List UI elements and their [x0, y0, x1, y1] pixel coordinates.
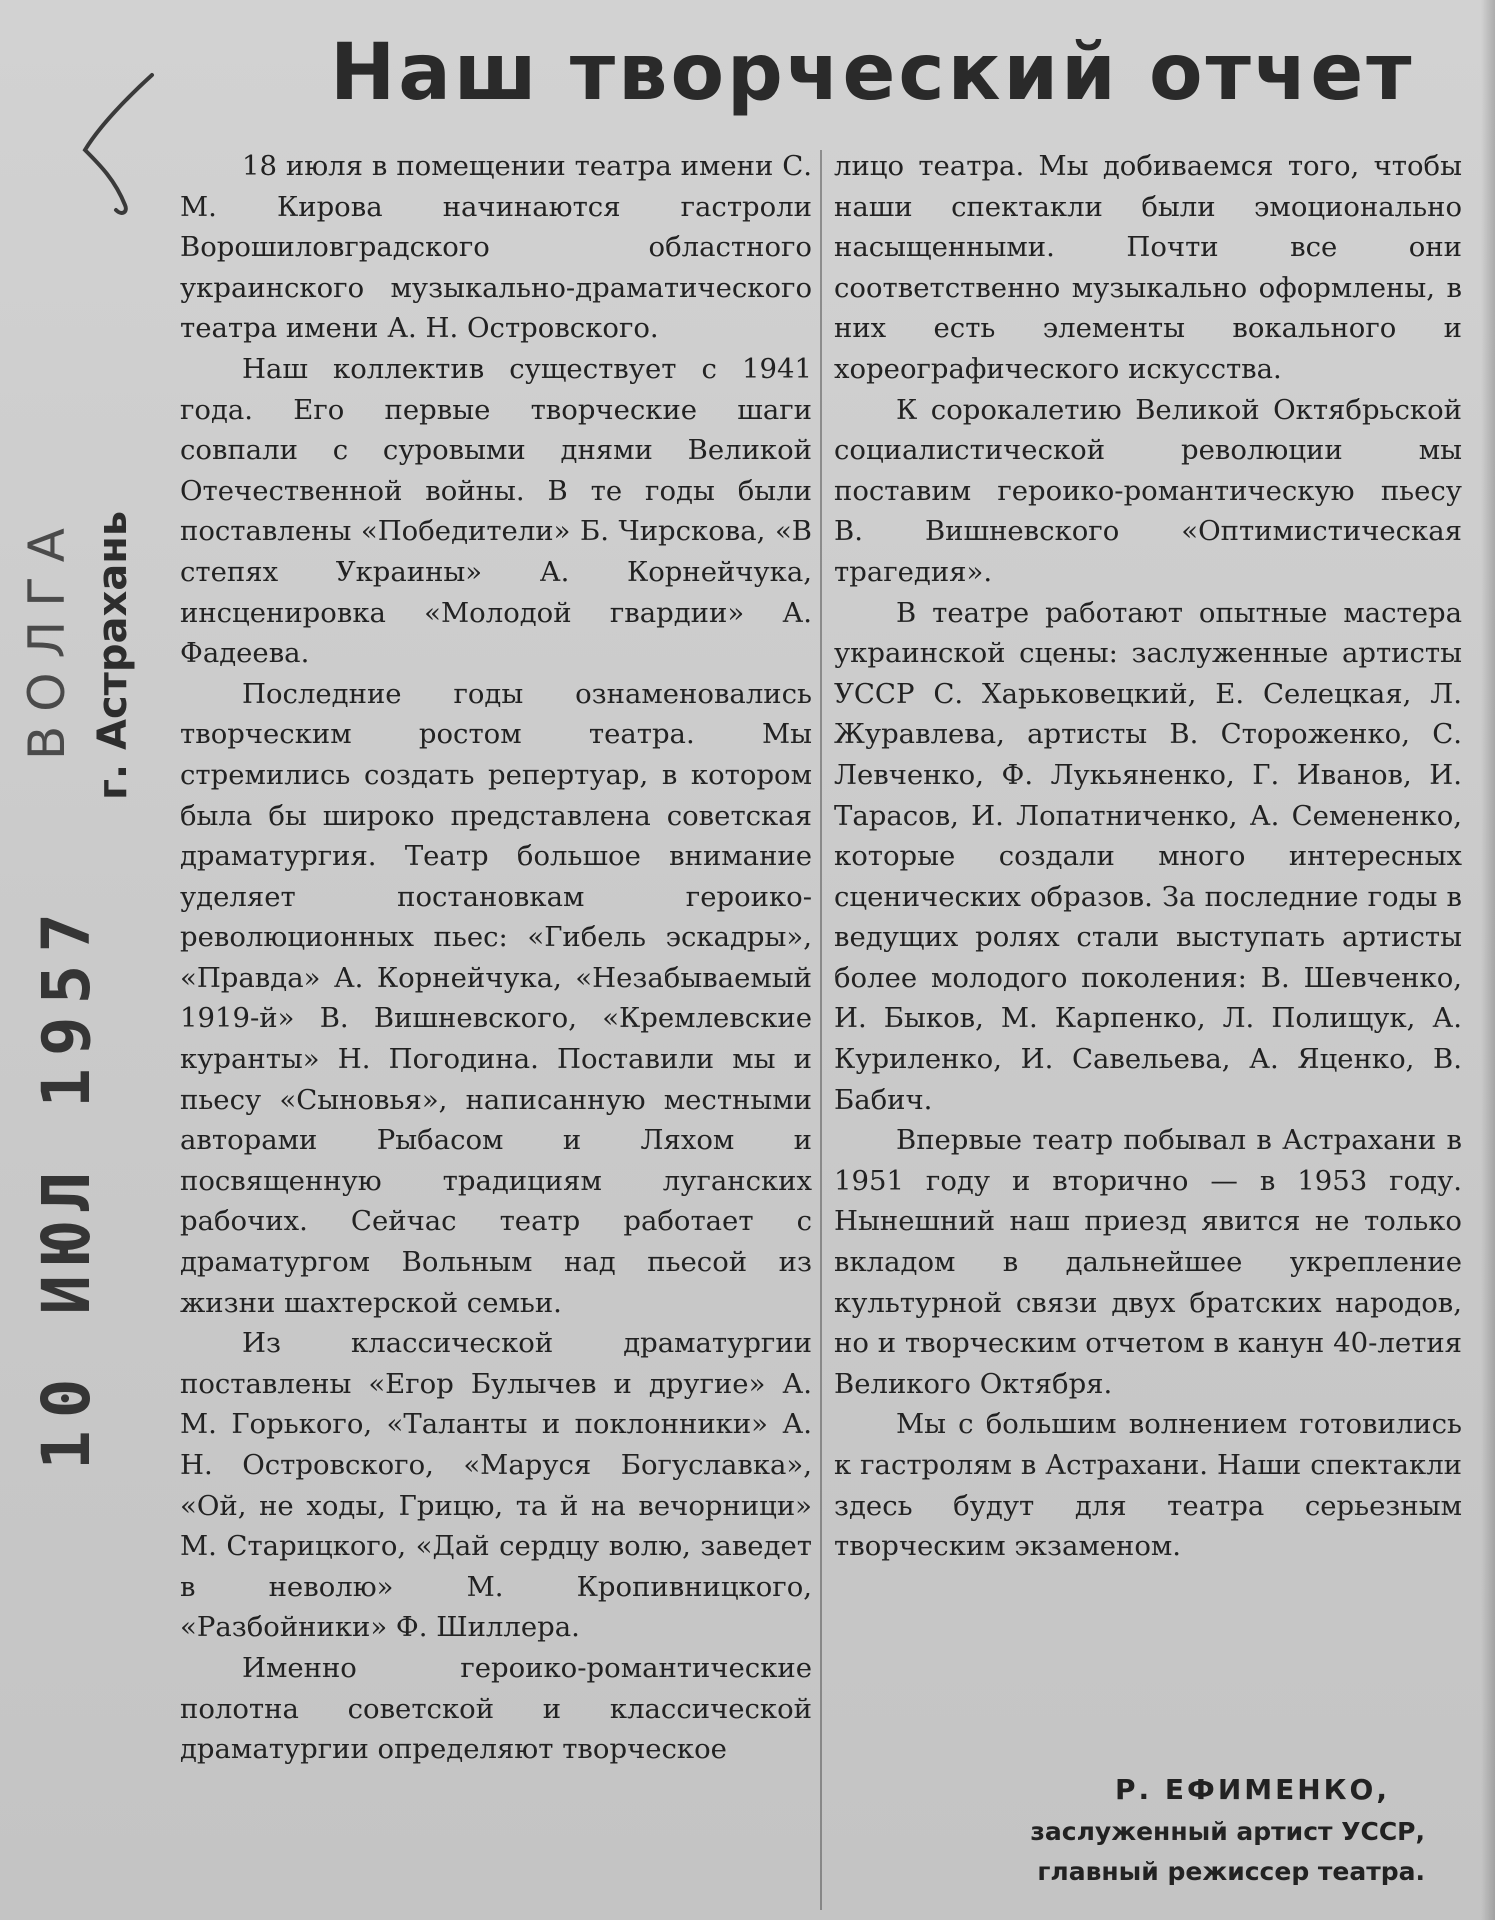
article-paragraph: Мы с большим волнением готовились к гастролям в Астрахани. Наши спектакли здесь будут для театра серьезным творческим экзаменом. — [834, 1408, 1462, 1563]
article-paragraph: Впервые театр побывал в Астрахани в 1951 году и вторично — в 1953 году. Нынешний наш приезд явится не только вкладом в дальнейшее укрепление культурной связи двух братских народов, но и творческим отчетом в канун 40-летия Великого Октября. — [834, 1124, 1462, 1400]
article-right-column — [834, 146, 1462, 1567]
pen-mark-icon — [70, 70, 160, 220]
article-paragraph: Наш коллектив существует с 1941 года. Его первые творческие шаги совпали с суровыми днями Великой Отечественной войны. В те годы были поставлены «Победители» Б. Чирскова, «В степях Украины» А. Корнейчука, инсценировка «Молодой гвардии» А. Фадеева. — [180, 352, 812, 670]
article-paragraph: В театре работают опытные мастера украинской сцены: заслуженные артисты УССР С. Харьковецкий, Е. Селецкая, Л. Журавлева, артисты В. Стороженко, С. Левченко, Ф. Лукьяненко, Г. Иванов, И. Тарасов, И. Лопатниченко, А. Семененко, которые создали много интересных сценических образов. За последние годы в ведущих ролях стали выступать артисты более молодого поколения: В. Шевченко, И. Быков, М. Карпенко, Л. Полищук, А. Куриленко, И. Савельева, А. Яценко, В. Бабич. — [834, 596, 1462, 1116]
article-paragraph: Последние годы ознаменовались творческим ростом театра. Мы стремились создать репертуар, в котором была бы широко представлена советская драматургия. Театр большое внимание уделяет постановкам героико-революционных пьес: «Гибель эскадры», «Правда» А. Корнейчука, «Незабываемый 1919-й» В. Вишневского, «Кремлевские куранты» Н. Погодина. Поставили мы и пьесу «Сыновья», написанную местными авторами Рыбасом и Ляхом и посвященную традициям луганских рабочих. Сейчас театр работает с драматургом Вольным над пьесой из жизни шахтерской семьи. — [180, 677, 812, 1319]
article-headline: Наш творческий отчет — [330, 28, 1415, 118]
publication-stamp: ВОЛГА — [18, 514, 76, 760]
article-paragraph: К сорокалетию Великой Октябрьской социалистической революции мы поставим героико-романтическую пьесу В. Вишневского «Оптимистическая трагедия». — [834, 393, 1462, 588]
author-name: Р. ЕФИМЕНКО, — [1115, 1773, 1390, 1806]
article-paragraph: Именно героико-романтические полотна советской и классической драматургии определяют творческое — [180, 1651, 812, 1766]
city-stamp: г. Астрахань — [90, 510, 136, 800]
article-paragraph: 18 июля в помещении театра имени С. М. Кирова начинаются гастроли Ворошиловградского областного украинского музыкально-драматического театра имени А. Н. Островского. — [180, 150, 812, 345]
column-divider — [820, 150, 822, 1910]
date-stamp: 10 ИЮЛ 1957 — [28, 900, 105, 1470]
article-paragraph: Из классической драматургии поставлены «Егор Булычев и другие» А. М. Горького, «Таланты и поклонники» А. Н. Островского, «Маруся Богуславка», «Ой, не ходы, Грицю, та й на вечорници» М. Старицкого, «Дай сердцу волю, заведет в неволю» М. Кропивницкого, «Разбойники» Ф. Шиллера. — [180, 1327, 812, 1644]
author-signature — [825, 1768, 1425, 1892]
author-position: главный режиссер театра. — [1037, 1857, 1425, 1886]
author-title: заслуженный артист УССР, — [1030, 1817, 1425, 1846]
article-paragraph: лицо театра. Мы добиваемся того, чтобы наши спектакли были эмоционально насыщенными. Почти все они соответственно музыкально оформлены, в них есть элементы вокального и хореографического искусства. — [834, 150, 1462, 385]
article-left-column — [180, 146, 812, 1770]
